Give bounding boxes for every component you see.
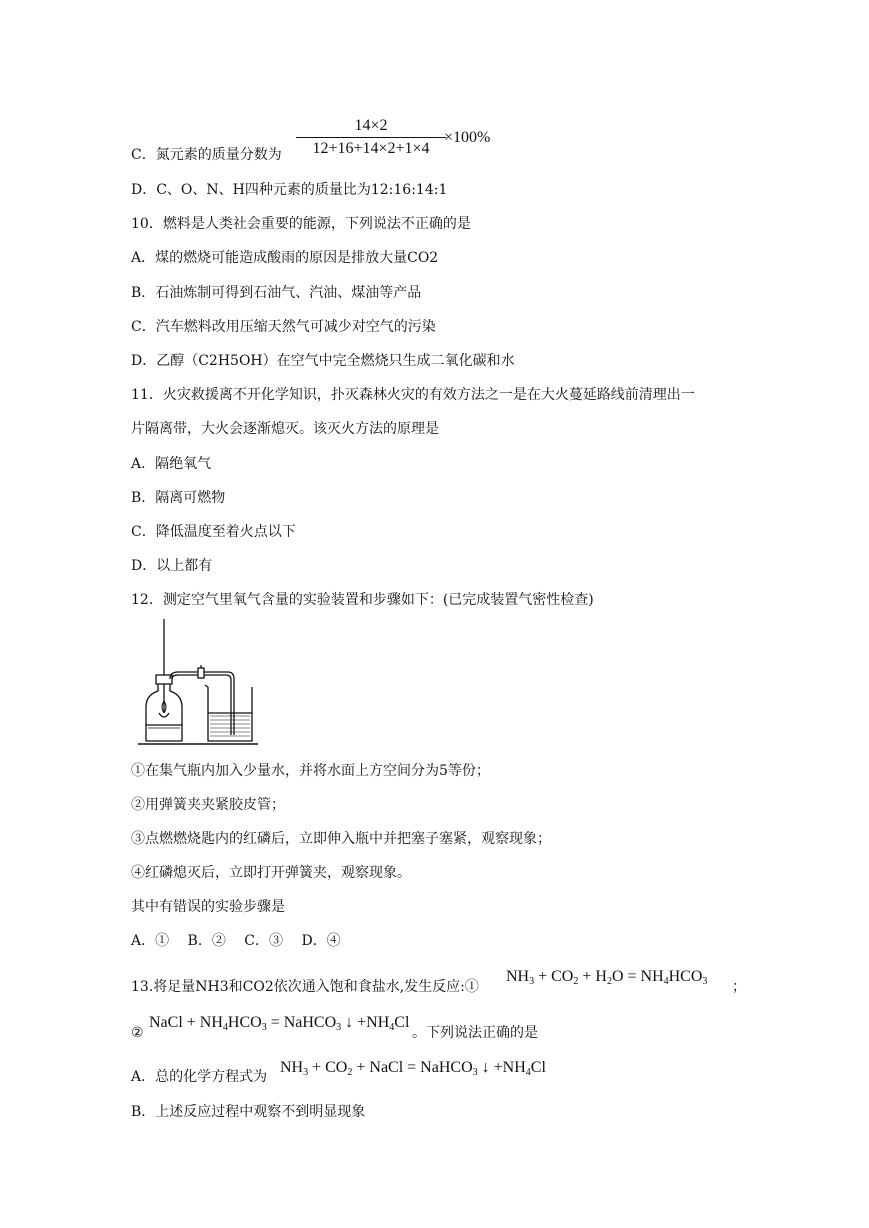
q11-option-b: B．隔离可燃物 (131, 490, 226, 506)
oxygen-apparatus-figure (138, 617, 258, 747)
q10-option-c: C．汽车燃料改用压缩天然气可减少对空气的污染 (131, 319, 436, 335)
q12-step-4: ④红磷熄灭后，立即打开弹簧夹，观察现象。 (131, 865, 411, 881)
fraction-percent: ×100% (444, 129, 491, 146)
fraction-bar (296, 137, 446, 138)
q12-stem: 12．测定空气里氧气含量的实验装置和步骤如下：(已完成装置气密性检查) (131, 592, 594, 608)
q11-stem-line1: 11．火灾救援离不开化学知识，扑灭森林火灾的有效方法之一是在大火蔓延路线前清理出一 (131, 387, 695, 403)
fraction-denominator: 12+16+14×2+1×4 (312, 140, 430, 157)
fraction-numerator: 14×2 (354, 117, 388, 134)
nitrogen-fraction (296, 116, 446, 159)
q13-equation-1: $NH_3 + CO_2 + H_2O = NH_4HCO_3$ (506, 968, 708, 987)
q13-stem-part2-suffix: 。下列说法正确的是 (412, 1025, 538, 1041)
q13-stem-separator: ； (732, 979, 746, 995)
q11-stem-line2: 片隔离带，大火会逐渐熄灭。该灭火方法的原理是 (131, 421, 439, 437)
q12-options: A．① B．② C．③ D．④ (131, 933, 341, 949)
q13-stem-part2-prefix: ② (131, 1025, 144, 1041)
q13-total-equation: $NH_3 + CO_2$ + NaCl = NaHCO$_3$ ↓ $+NH_4Cl$ (280, 1059, 546, 1078)
q11-option-d: D．以上都有 (131, 558, 213, 574)
q10-option-b: B．石油炼制可得到石油气、汽油、煤油等产品 (131, 285, 422, 301)
q12-question: 其中有错误的实验步骤是 (131, 899, 285, 915)
q13-option-a-prefix: A．总的化学方程式为 (131, 1069, 268, 1085)
q12-step-2: ②用弹簧夹夹紧胶皮管； (131, 797, 285, 813)
q13-equation-2: NaCl + $NH_4HCO_3$ = NaHCO$_3$ ↓ $+NH_4Cl$ (149, 1014, 410, 1033)
q9-option-c-text: C．氮元素的质量分数为 (131, 147, 282, 163)
q10-option-d: D．乙醇（C2H5OH）在空气中完全燃烧只生成二氧化碳和水 (131, 353, 515, 369)
q9-option-d: D．C、O、N、H四种元素的质量比为12:16:14:1 (131, 182, 448, 198)
q10-stem: 10．燃料是人类社会重要的能源，下列说法不正确的是 (131, 216, 471, 232)
q13-stem-part1: 13.将足量NH3和CO2依次通入饱和食盐水,发生反应:① (131, 979, 479, 995)
q13-option-b: B．上述反应过程中观察不到明显现象 (131, 1104, 366, 1120)
q12-step-3: ③点燃燃烧匙内的红磷后，立即伸入瓶中并把塞子塞紧，观察现象； (131, 831, 551, 847)
q10-option-a: A．煤的燃烧可能造成酸雨的原因是排放大量CO2 (131, 250, 439, 266)
q11-option-c: C．降低温度至着火点以下 (131, 524, 296, 540)
q12-step-1: ①在集气瓶内加入少量水，并将水面上方空间分为5等份； (131, 763, 490, 779)
q11-option-a: A．隔绝氧气 (131, 456, 212, 472)
